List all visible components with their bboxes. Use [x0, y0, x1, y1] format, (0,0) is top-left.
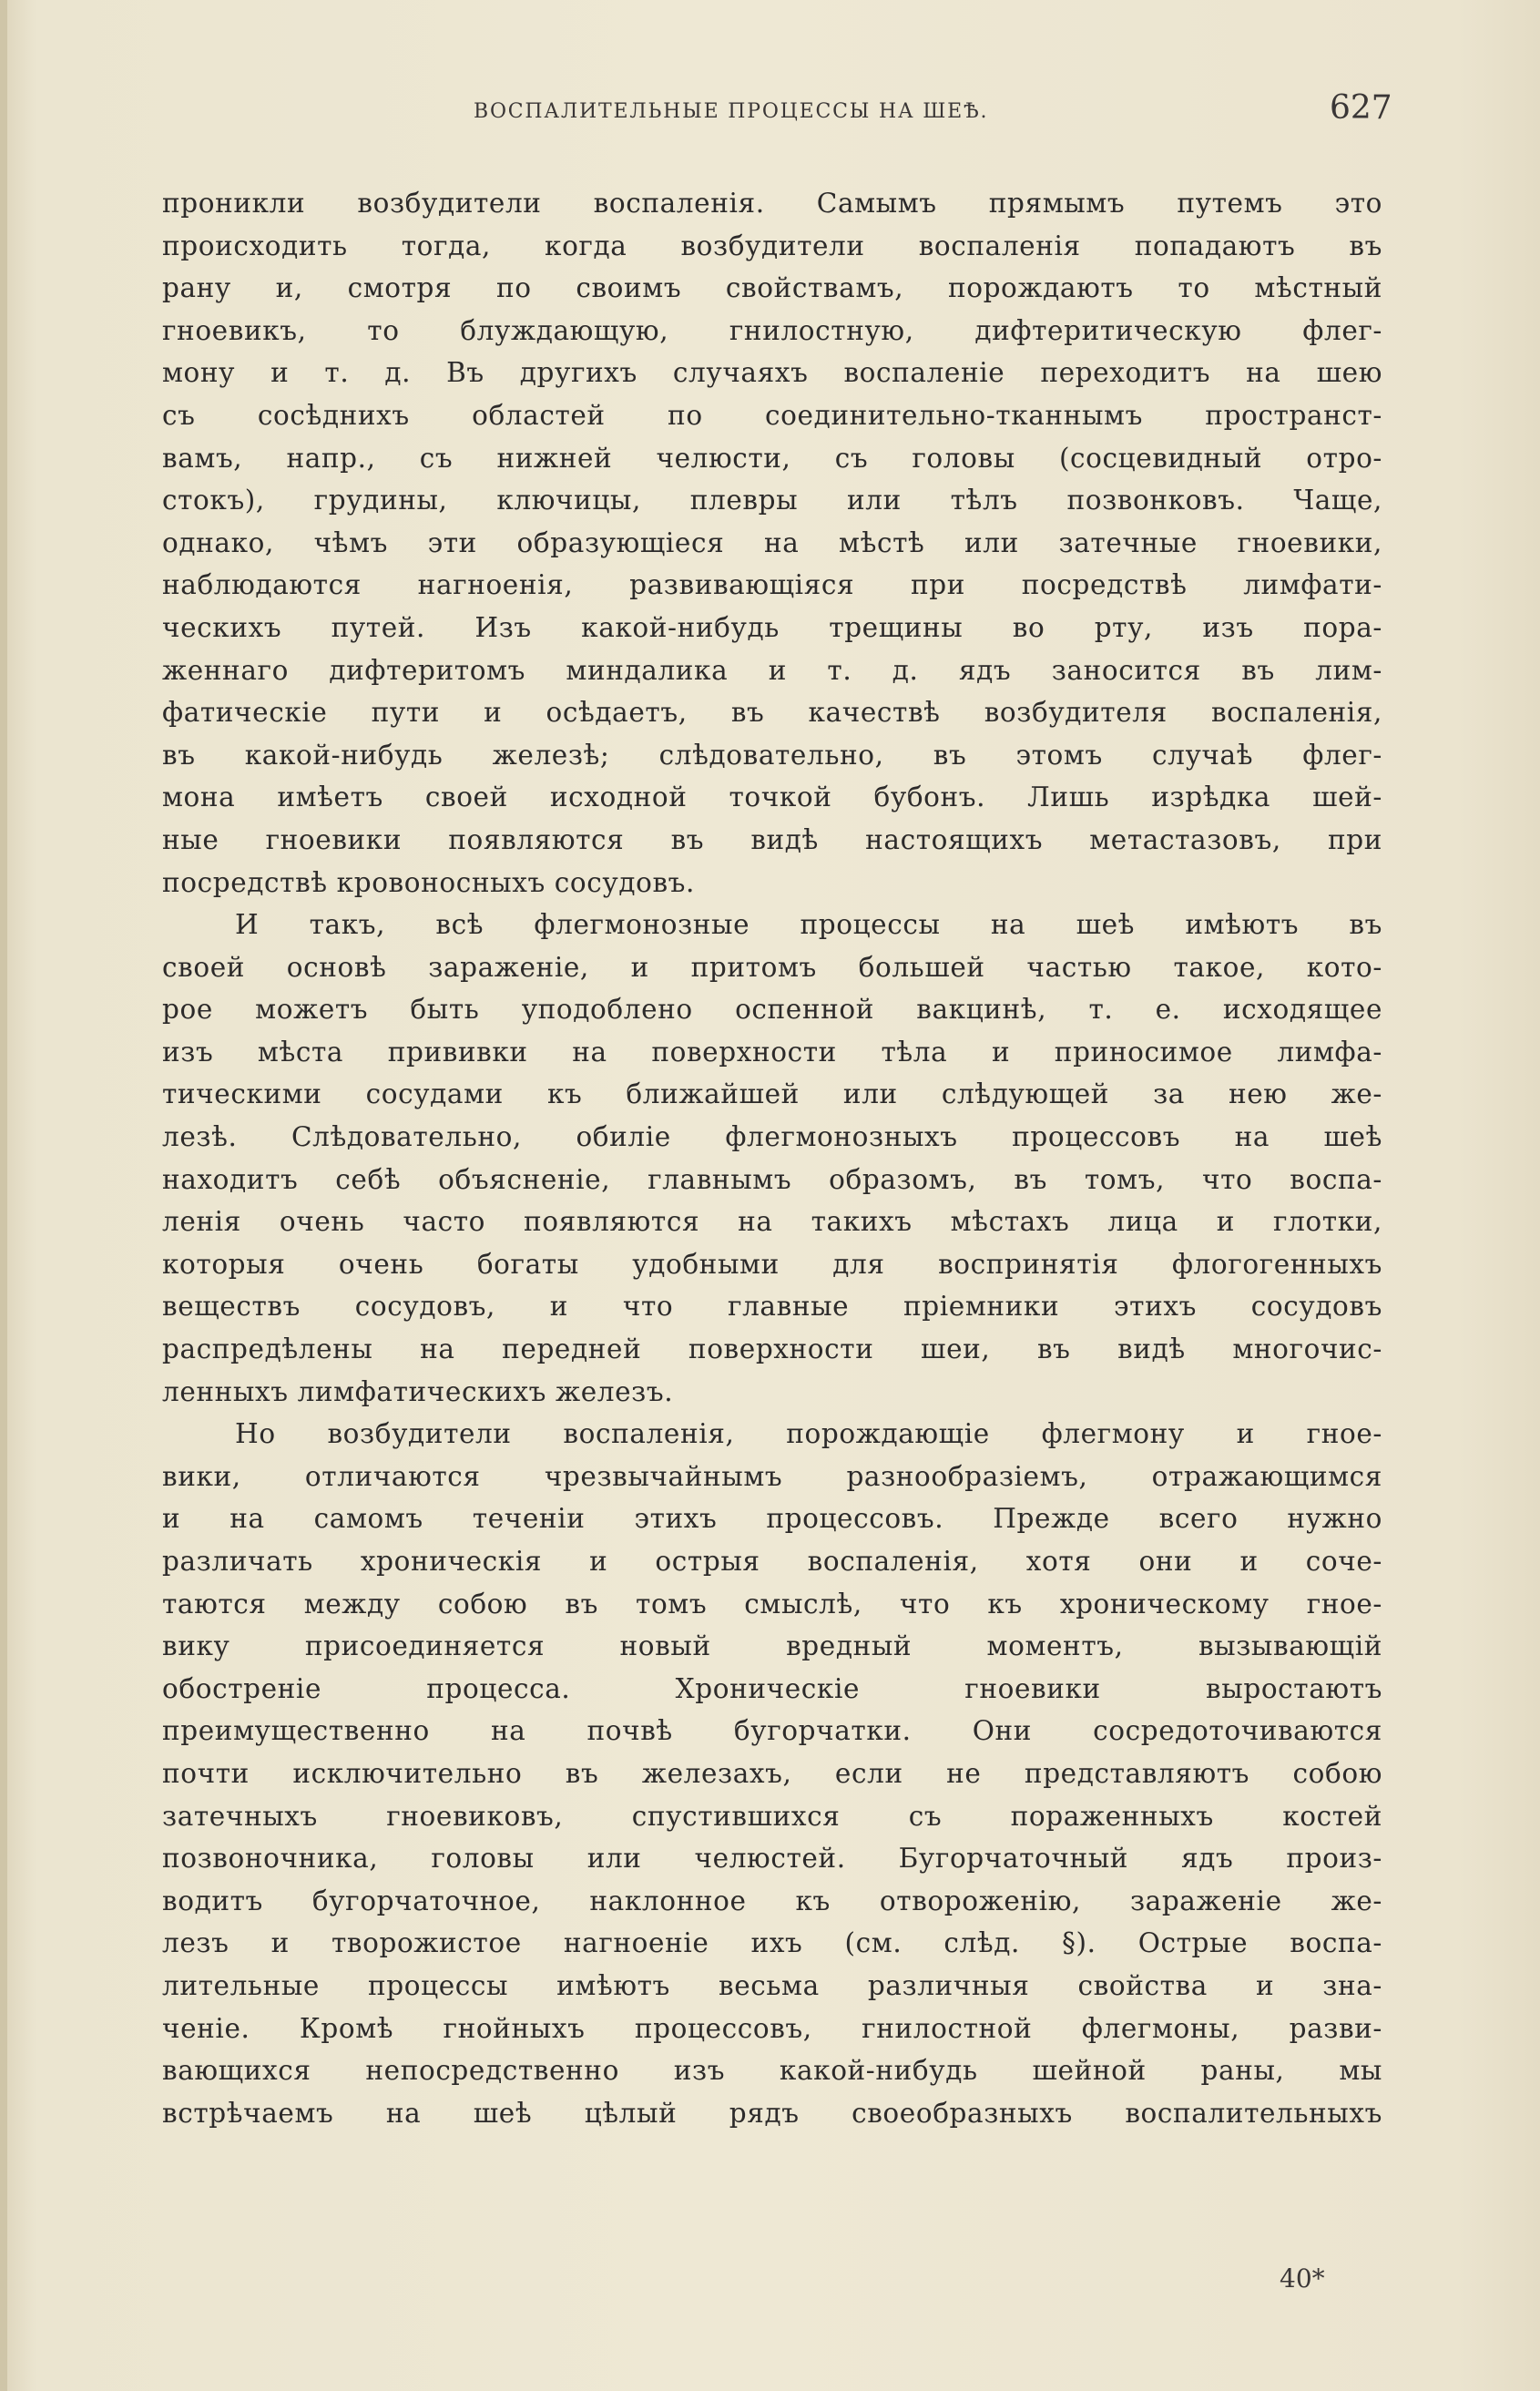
text-line: затечныхъ гноевиковъ, спустившихся съ пораженныхъ костей: [162, 1800, 1382, 1832]
text-line: женнаго дифтеритомъ миндалика и т. д. ядъ заносится въ лим-: [162, 654, 1382, 686]
text-line: преимущественно на почвѣ бугорчатки. Они сосредоточиваются: [162, 1715, 1382, 1747]
text-line: рое можетъ быть уподоблено оспенной вакцинѣ, т. е. исходящее: [162, 994, 1382, 1026]
text-line: вики, отличаются чрезвычайнымъ разнообразіемъ, отражающимся: [162, 1460, 1382, 1492]
body-text: [162, 182, 1382, 2134]
text-line: гноевикъ, то блуждающую, гнилостную, дифтеритическую флег-: [162, 314, 1382, 346]
text-line: вающихся непосредственно изъ какой-нибудь шейной раны, мы: [162, 2055, 1382, 2087]
text-line: водитъ бугорчаточное, наклонное къ отвороженію, зараженіе же-: [162, 1885, 1382, 1916]
text-line: находитъ себѣ объясненіе, главнымъ образомъ, въ томъ, что воспа-: [162, 1163, 1382, 1195]
text-line: и на самомъ теченіи этихъ процессовъ. Прежде всего нужно: [162, 1503, 1382, 1535]
text-line: вамъ, напр., съ нижней челюсти, съ головы (сосцевидный отро-: [162, 442, 1382, 474]
text-line: лезѣ. Слѣдовательно, обиліе флегмонозныхъ процессовъ на шеѣ: [162, 1121, 1382, 1153]
text-line: веществъ сосудовъ, и что главные пріемники этихъ сосудовъ: [162, 1291, 1382, 1323]
text-line: ленія очень часто появляются на такихъ мѣстахъ лица и глотки,: [162, 1206, 1382, 1238]
running-head-title: ВОСПАЛИТЕЛЬНЫЕ ПРОЦЕССЫ НА ШЕѢ.: [474, 100, 989, 123]
text-line: проникли возбудители воспаленія. Самымъ прямымъ путемъ это: [162, 188, 1382, 219]
text-line: въ какой-нибудь железѣ; слѣдовательно, въ этомъ случаѣ флег-: [162, 739, 1382, 771]
text-line: мона имѣетъ своей исходной точкой бубонъ. Лишь изрѣдка шей-: [162, 782, 1382, 813]
text-line: лительные процессы имѣютъ весьма различныя свойства и зна-: [162, 1969, 1382, 2001]
page-binding-edge: [0, 0, 7, 2391]
signature-mark: 40*: [1280, 2263, 1325, 2294]
text-line: тическими сосудами къ ближайшей или слѣдующей за нею же-: [162, 1078, 1382, 1110]
text-line: распредѣлены на передней поверхности шеи, въ видѣ многочис-: [162, 1333, 1382, 1365]
text-line: позвоночника, головы или челюстей. Бугорчаточный ядъ произ-: [162, 1843, 1382, 1875]
text-line: обостреніе процесса. Хроническіе гноевики выростаютъ: [162, 1672, 1382, 1704]
text-line: наблюдаются нагноенія, развивающіяся при посредствѣ лимфати-: [162, 569, 1382, 601]
text-line: ченіе. Кромѣ гнойныхъ процессовъ, гнилостной флегмоны, разви-: [162, 2012, 1382, 2044]
text-line: почти исключительно въ железахъ, если не представляютъ собою: [162, 1757, 1382, 1789]
text-line: стокъ), грудины, ключицы, плевры или тѣлъ позвонковъ. Чаще,: [162, 485, 1382, 516]
text-line: вику присоединяется новый вредный моментъ, вызывающій: [162, 1630, 1382, 1662]
text-line: лезъ и творожистое нагноеніе ихъ (см. слѣд. §). Острые воспа-: [162, 1927, 1382, 1959]
page-number: 627: [1330, 89, 1392, 127]
text-line: ческихъ путей. Изъ какой-нибудь трещины во рту, изъ пора-: [162, 611, 1382, 643]
text-line: посредствѣ кровоносныхъ сосудовъ.: [162, 866, 696, 898]
text-line: таются между собою въ томъ смыслѣ, что къ хроническому гное-: [162, 1588, 1382, 1620]
text-line: которыя очень богаты удобными для воспринятія флогогенныхъ: [162, 1248, 1382, 1280]
text-line: мону и т. д. Въ другихъ случаяхъ воспаленіе переходитъ на шею: [162, 357, 1382, 389]
text-line: изъ мѣста прививки на поверхности тѣла и приносимое лимфа-: [162, 1036, 1382, 1068]
text-line: происходить тогда, когда возбудители воспаленія попадаютъ въ: [162, 230, 1382, 261]
text-line: однако, чѣмъ эти образующіеся на мѣстѣ или затечные гноевики,: [162, 526, 1382, 558]
text-line: ленныхъ лимфатическихъ железъ.: [162, 1375, 674, 1407]
text-line: фатическіе пути и осѣдаетъ, въ качествѣ возбудителя воспаленія,: [162, 697, 1382, 729]
text-line: съ сосѣднихъ областей по соединительно-тканнымъ пространст-: [162, 399, 1382, 431]
text-line: Но возбудители воспаленія, порождающіе флегмону и гное-: [235, 1418, 1382, 1450]
text-line: рану и, смотря по своимъ свойствамъ, порождаютъ то мѣстный: [162, 272, 1382, 304]
text-line: своей основѣ зараженіе, и притомъ большей частью такое, кото-: [162, 951, 1382, 983]
text-line: И такъ, всѣ флегмонозные процессы на шеѣ имѣютъ въ: [235, 909, 1382, 941]
text-line: различать хроническія и острыя воспаленія, хотя они и соче-: [162, 1546, 1382, 1577]
text-line: ные гноевики появляются въ видѣ настоящихъ метастазовъ, при: [162, 823, 1382, 855]
text-line: встрѣчаемъ на шеѣ цѣлый рядъ своеобразныхъ воспалительныхъ: [162, 2097, 1382, 2129]
